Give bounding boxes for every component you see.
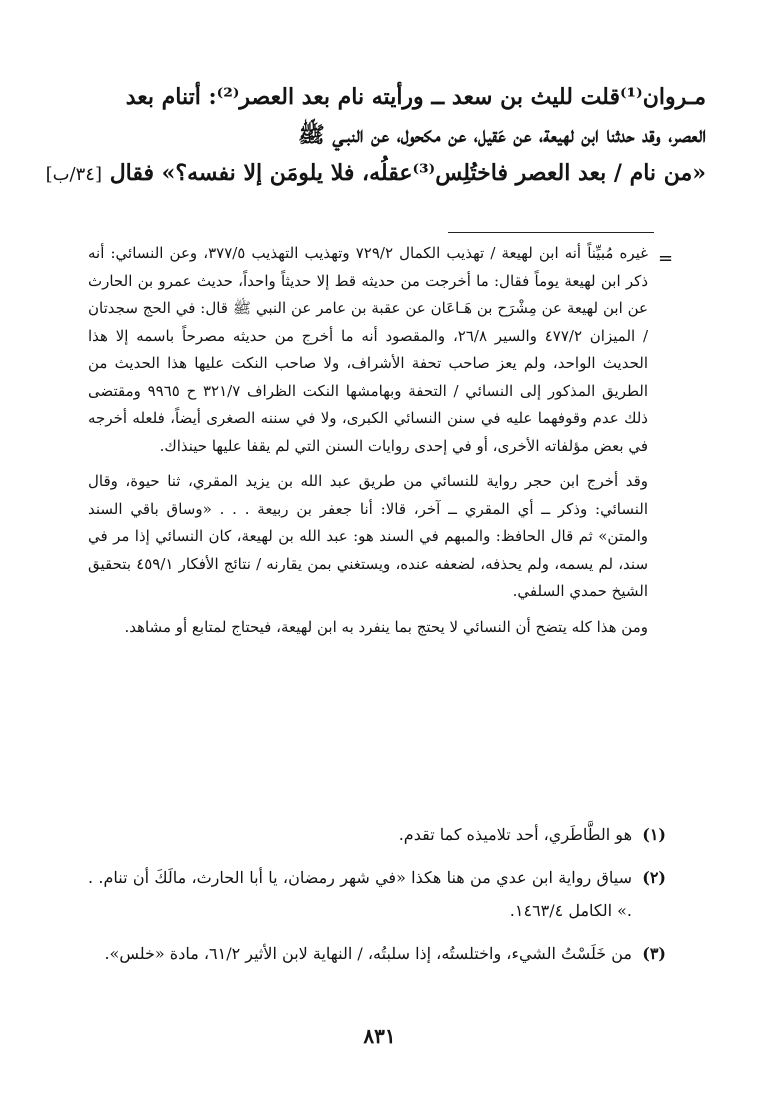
continuation-mark: = — [658, 248, 674, 269]
footnote — [88, 861, 666, 927]
footnote-number: (١) — [642, 825, 666, 844]
footnotes-block — [88, 818, 666, 980]
continued-note-block — [88, 240, 648, 649]
main-text-segment: «من نام / بعد العصر فاختُلِس⁽³⁾عقلُه، فلا يلومَن إلا نفسه؟» فقال — [109, 160, 706, 186]
footnote-text: هو الطَّاطَري، أحد تلاميذه كما تقدم. — [398, 825, 632, 844]
note-paragraph: غيره مُبيِّناً أنه ابن لهيعة / تهذيب الكمال ٧٢٩/٢ وتهذيب التهذيب ٣٧٧/٥، وعن النسائي: أنه ذكر ابن لهيعة يوماً فقال: ما أخرجت من حديثه قط إلا حديثاً واحداً، حديث عمرو بن الحارث عن ابن لهيعة عن مِشْرَح بن هَـاعَان عن عقبة بن عامر عن النبي ﷺ قال: في الحج سجدتان / الميزان ٤٧٧/٢ والسير ٢٦/٨، والمقصود أنه ما أخرج من حديثه مصرحاً باسمه إلا هذا الحديث الواحد، ولم يعز صاحب تحفة الأشراف، ولا صاحب النكت عليها هذا الحديث من الطريق المذكور إلى النسائي / التحفة وبهامشها النكت الظراف ٣٢١/٧ ح ٩٩٦٥ ومقتضى ذلك عدم وقوفهما عليه في سنن النسائي الكبرى، ولا في سننه الصغرى أيضاً، فلعله أخرجه في بعض مؤلفاته الأخرى، أو في إحدى روايات السنن التي لم يقفا عليها حينذاك. — [88, 244, 649, 455]
footnote-number: (٣) — [642, 944, 666, 963]
note-paragraph: وقد أخرج ابن حجر رواية للنسائي من طريق عبد الله بن يزيد المقري، ثنا حيوة، وقال النسائي: وذكر ــ أي المقري ــ آخر، قالا: أنا جعفر بن ربيعة . . . «وساق باقي السند والمتن» ثم قال الحافظ: والمبهم في السند هو: عبد الله بن لهيعة، كان النسائي إذا مر في سند، لم يسمه، ولم يحذفه، لضعفه عنده، ويستغني بمن يقارنه / نتائج الأفكار ٤٥٩/١ بتحقيق الشيخ حمدي السلفي. — [88, 472, 649, 600]
folio-marker: [٣٤/ب] — [45, 164, 103, 185]
footnote-number: (٢) — [642, 868, 666, 887]
footnote-text: سياق رواية ابن عدي من هنا هكذا «في شهر رمضان، يا أبا الحارث، مالَكَ أن تنام. . .» الكامل ١٤٦٣/٤. — [88, 868, 632, 920]
footnote — [88, 937, 666, 970]
page-number: ٨٣١ — [363, 1024, 396, 1048]
main-text-line: مـروان⁽¹⁾قلت لليث بن سعد ــ ورأيته نام بعد العصر⁽²⁾: أتنام بعد — [125, 84, 706, 110]
footnote — [88, 818, 666, 851]
footnote-text: من خَلَسْتُ الشيء، واختلستُه، إذا سلبتُه، / النهاية لابن الأثير ٦١/٢، مادة «خلس». — [104, 944, 632, 963]
note-paragraph: ومن هذا كله يتضح أن النسائي لا يحتج بما ينفرد به ابن لهيعة، فيحتاج لمتابع أو مشاهد. — [124, 617, 648, 636]
main-text-line: العصر، وقد حدثنا ابن لهيعة، عن عَقيل، عن مكحول، عن النبـي ﷺ — [298, 122, 706, 148]
footnote-divider — [448, 232, 654, 233]
main-text-block — [30, 78, 706, 194]
main-text-line — [30, 154, 706, 194]
